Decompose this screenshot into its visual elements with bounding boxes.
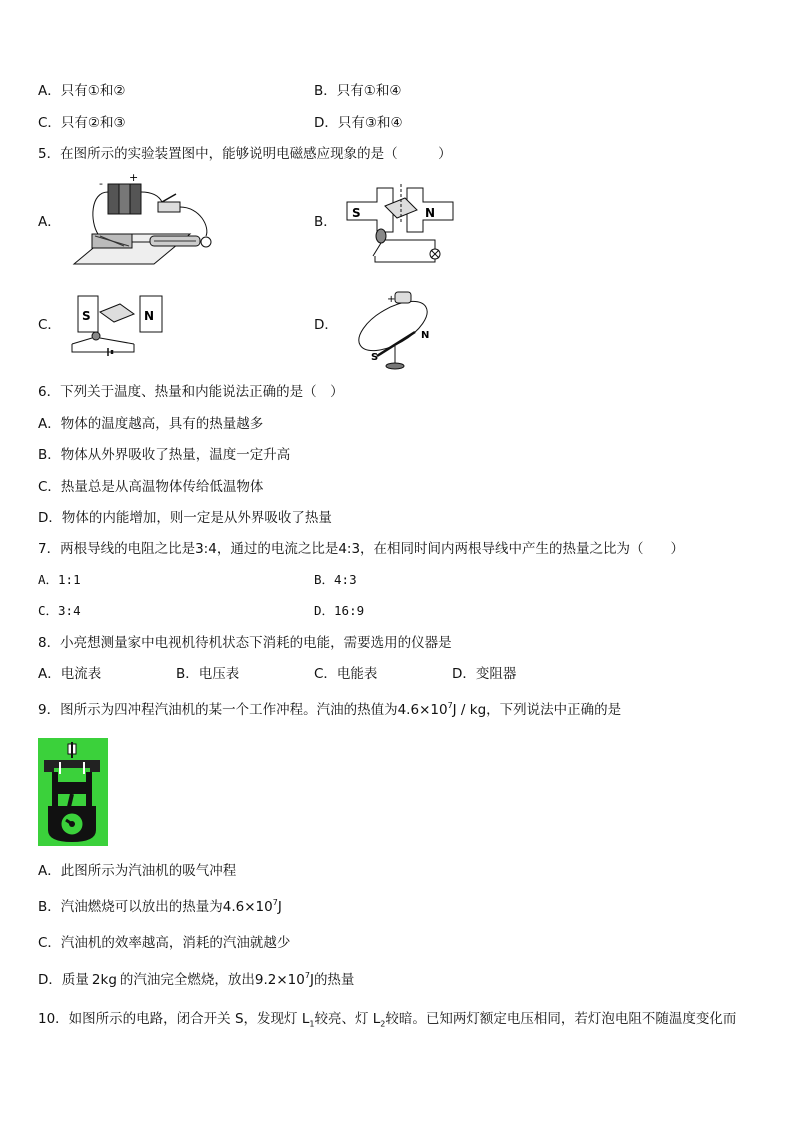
q9-option-d-mass: 2kg [91, 972, 117, 988]
c-south-pole-label: S [82, 309, 91, 323]
q9-option-d [38, 971, 354, 989]
q5-figure-b [345, 180, 455, 266]
q9-option-d-mid: 的汽油完全燃烧，放出 [119, 972, 255, 988]
q8-option-b: B．电压表 [176, 666, 240, 682]
q5-option-b-label: B． [314, 214, 337, 230]
q8-option-c: C．电能表 [314, 666, 378, 682]
q7-option-d: D．16:9 [314, 603, 365, 618]
q5-figure-a [70, 172, 220, 270]
q10-stem-pre: 10．如图所示的电路，闭合开关 S，发现灯 L [38, 1011, 310, 1027]
q9-option-b-unit: J [277, 899, 282, 915]
q9-stem [38, 701, 621, 719]
d-north-pole-label: N [421, 330, 430, 341]
q4-option-d: D．只有③和④ [314, 115, 403, 131]
q9-heat-exponent: 7 [447, 701, 453, 710]
generator-diagram [345, 180, 455, 266]
oersted-compass-diagram [343, 284, 433, 372]
q10-lamp1-subscript: 1 [309, 1019, 315, 1029]
q10-stem-mid: 较亮、灯 L [314, 1011, 381, 1027]
d-plus-sign: + [387, 294, 396, 305]
b-south-pole-label: S [352, 206, 361, 220]
plus-sign: + [129, 172, 139, 184]
motor-diagram [68, 290, 173, 360]
q6-option-c: C．热量总是从高温物体传给低温物体 [38, 479, 264, 495]
q5-option-c-label: C． [38, 317, 61, 333]
q4-option-b: B．只有①和④ [314, 83, 402, 99]
q9-option-d-unit: J [309, 972, 314, 988]
q5-option-d-label: D． [314, 317, 338, 333]
q10-stem-post: 较暗。已知两灯额定电压相同，若灯泡电阻不随温度变化而 [385, 1011, 737, 1027]
q6-option-a: A．物体的温度越高，具有的热量越多 [38, 416, 264, 432]
q9-option-c: C．汽油机的效率越高，消耗的汽油就越少 [38, 935, 291, 951]
q9-option-b-text: B．汽油燃烧可以放出的热量为 [38, 899, 223, 915]
q9-option-d-exponent: 7 [304, 971, 310, 980]
c-north-pole-label: N [144, 309, 155, 323]
q8-stem: 8．小亮想测量家中电视机待机状态下消耗的电能，需要选用的仪器是 [38, 635, 452, 651]
engine-figure [38, 738, 108, 846]
q6-option-b: B．物体从外界吸收了热量，温度一定升高 [38, 447, 291, 463]
q9-option-a: A．此图所示为汽油机的吸气冲程 [38, 863, 237, 879]
q8-option-a: A．电流表 [38, 666, 102, 682]
battery-circuit-diagram [70, 172, 220, 270]
q4-option-a: A．只有①和② [38, 83, 126, 99]
q6-option-d: D．物体的内能增加，则一定是从外界吸收了热量 [38, 510, 332, 526]
four-stroke-engine-diagram [38, 738, 108, 846]
q9-stem-post: ，下列说法中正确的是 [486, 702, 622, 718]
q9-option-b [38, 898, 282, 916]
b-north-pole-label: N [425, 206, 436, 220]
q9-heat-unit: J / kg [452, 702, 487, 718]
q9-option-d-text: D．质量 [38, 972, 89, 988]
q9-option-d-post: 的热量 [313, 972, 355, 988]
q8-option-d: D．变阻器 [452, 666, 517, 682]
q7-option-c: C．3:4 [38, 603, 81, 618]
q4-option-c: C．只有②和③ [38, 115, 126, 131]
q5-figure-c [68, 290, 173, 360]
q5-stem: 5．在图所示的实验装置图中，能够说明电磁感应现象的是（ ） [38, 146, 452, 162]
q9-option-b-exponent: 7 [272, 898, 278, 907]
q9-heat-value: 4.6×10 [397, 702, 448, 718]
q6-stem: 6．下列关于温度、热量和内能说法正确的是（ ） [38, 384, 344, 400]
minus-sign: - [99, 177, 103, 190]
q7-option-a: A．1:1 [38, 572, 81, 587]
q9-option-d-value: 9.2×10 [254, 972, 305, 988]
q9-stem-pre: 9．图所示为四冲程汽油机的某一个工作冲程。汽油的热值为 [38, 702, 398, 718]
d-south-pole-label: S [371, 352, 379, 363]
q5-figure-d [343, 284, 433, 372]
q7-stem: 7．两根导线的电阻之比是3:4，通过的电流之比是4:3，在相同时间内两根导线中产生的热量之比为（ ） [38, 541, 685, 557]
q10-lamp2-subscript: 2 [380, 1019, 386, 1029]
q5-option-a-label: A． [38, 214, 61, 230]
q7-option-b: B．4:3 [314, 572, 357, 587]
q10-stem [38, 1010, 736, 1028]
q9-option-b-value: 4.6×10 [222, 899, 273, 915]
